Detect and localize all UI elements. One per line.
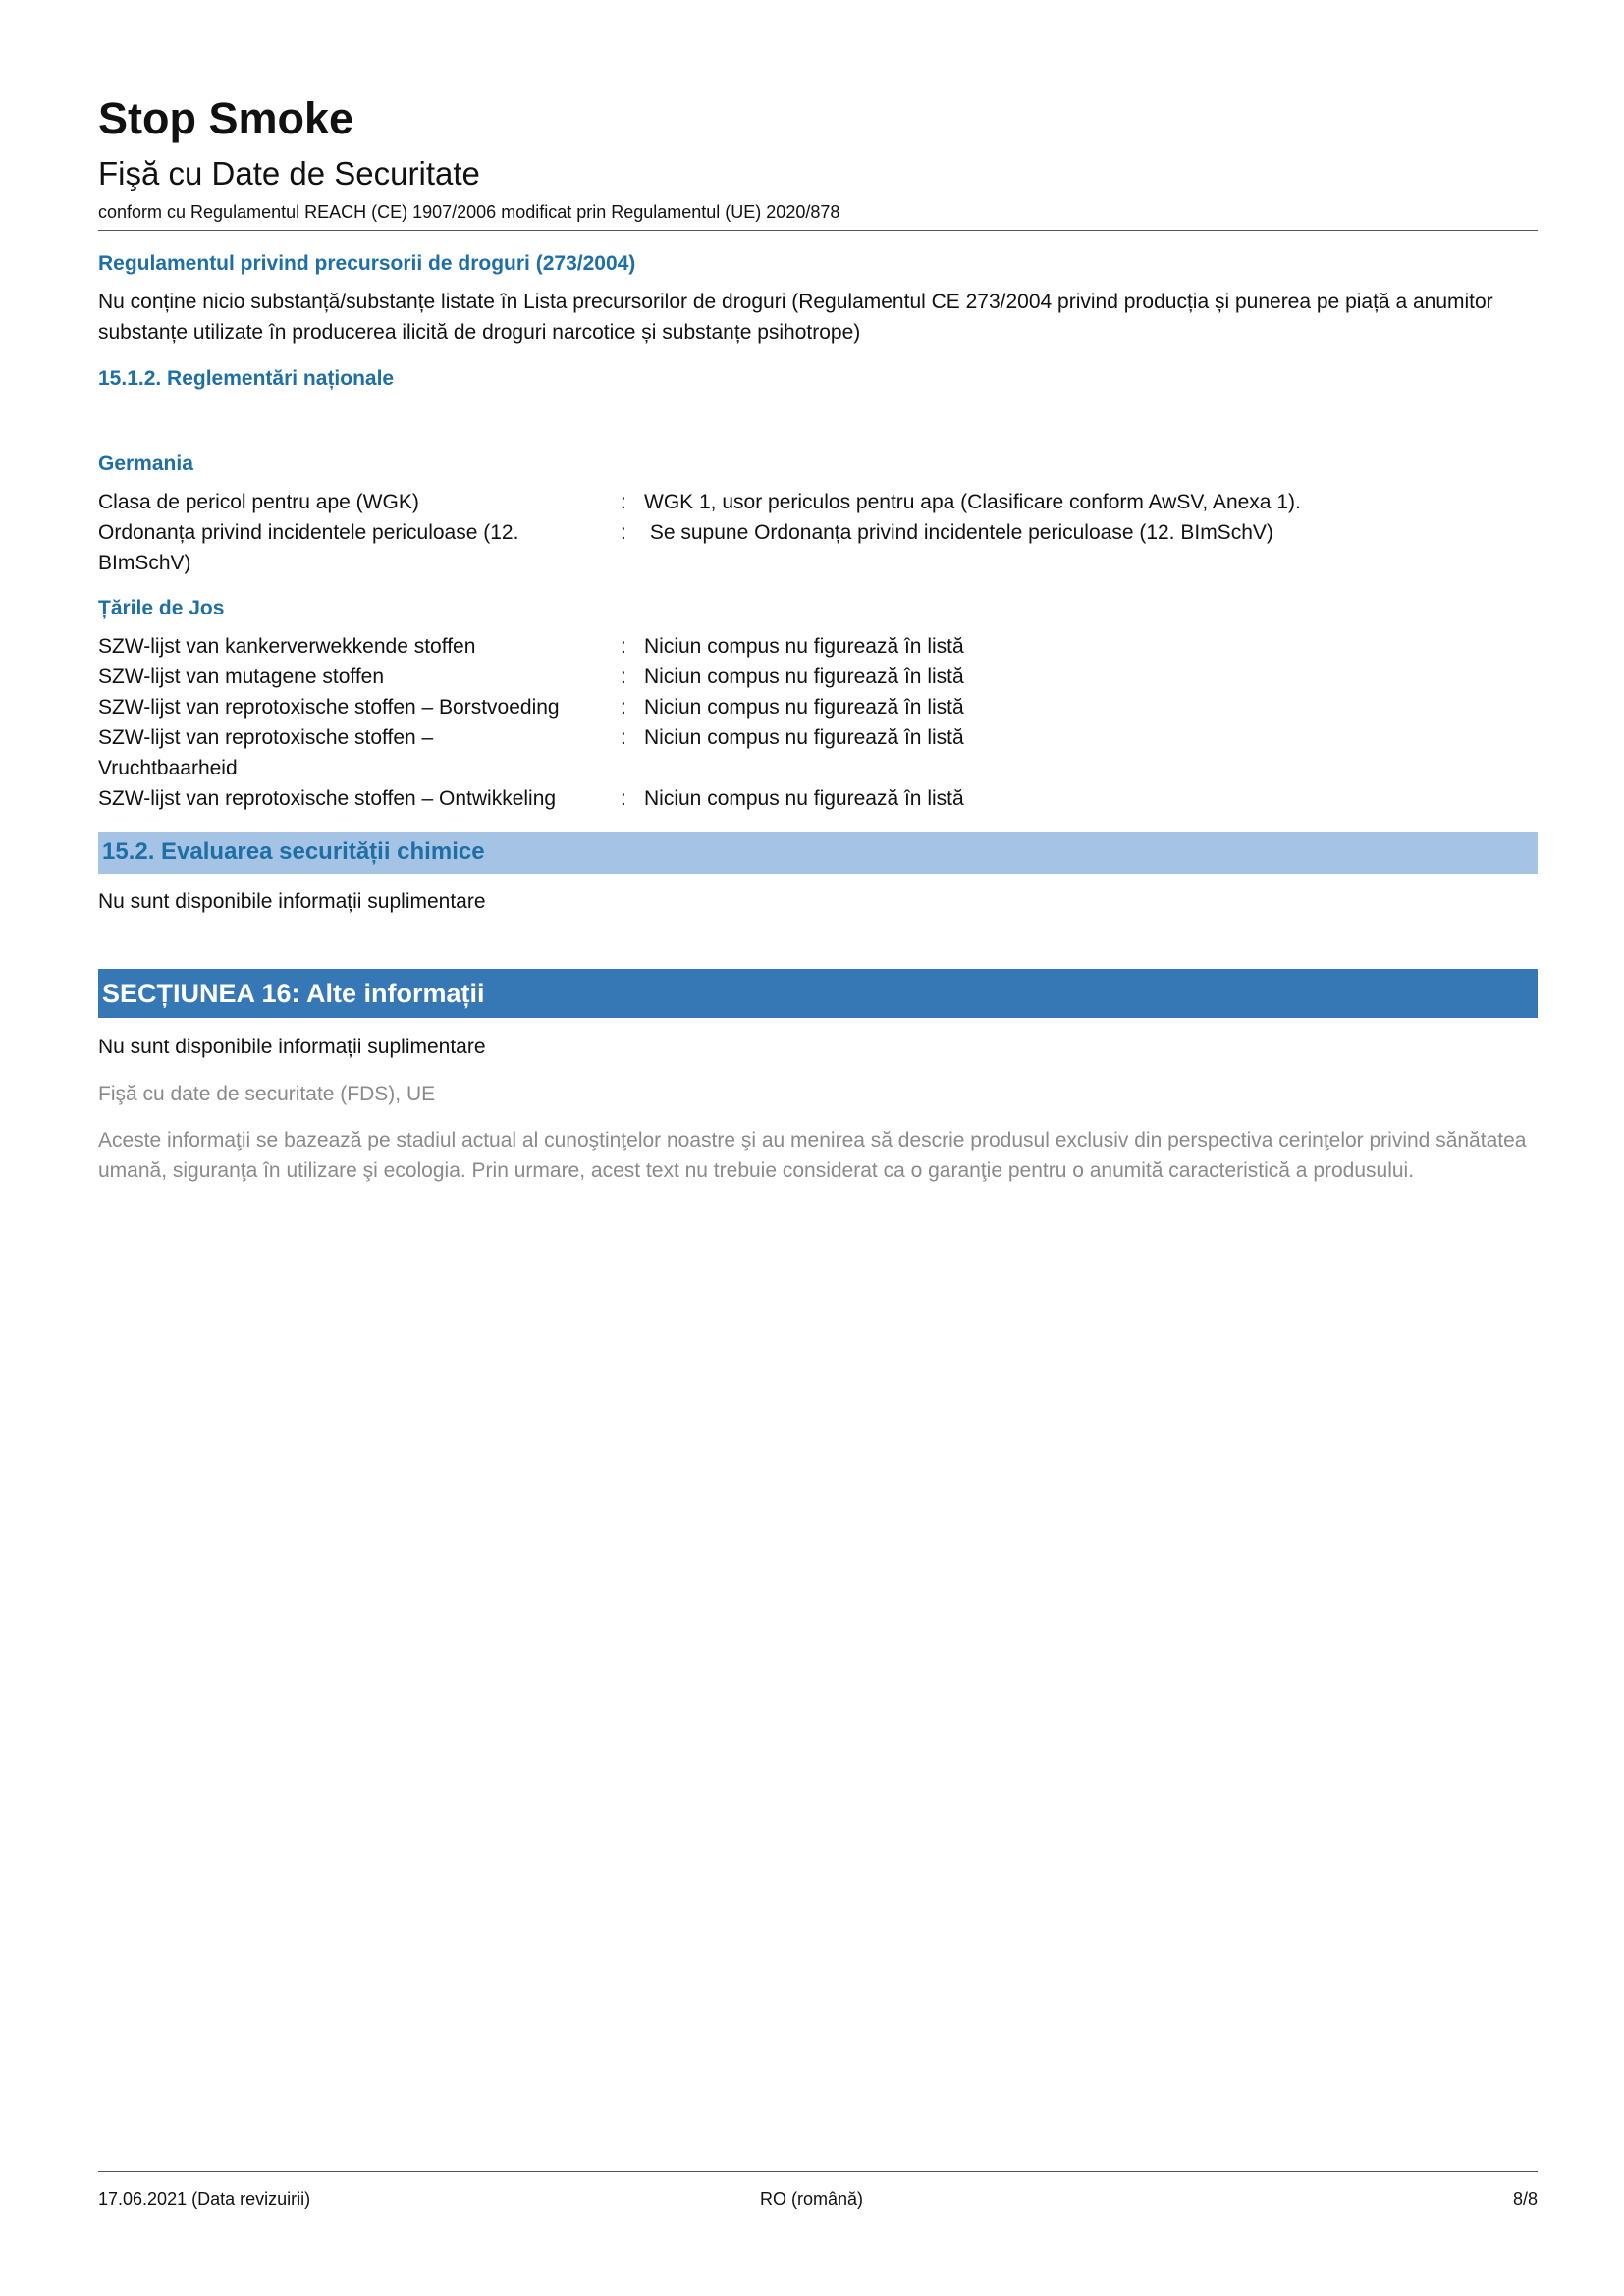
section-15-2-band <box>98 832 1538 874</box>
germany-row <box>98 487 1538 517</box>
row-value: Niciun compus nu figurează în listă <box>644 635 964 658</box>
row-colon: : <box>621 521 626 544</box>
row-value: Se supune Ordonanța privind incidentele periculoase (12. BImSchV) <box>644 521 1273 544</box>
section-15-2-heading: 15.2. Evaluarea securității chimice <box>102 838 485 865</box>
national-regulations-heading: 15.1.2. Reglementări naționale <box>98 367 395 390</box>
netherlands-row <box>98 722 1538 783</box>
row-value: WGK 1, usor periculos pentru apa (Clasificare conform AwSV, Anexa 1). <box>644 491 1301 513</box>
row-value: Niciun compus nu figurează în listă <box>644 696 964 719</box>
row-value: Niciun compus nu figurează în listă <box>644 787 964 810</box>
row-value: Niciun compus nu figurează în listă <box>644 726 964 749</box>
row-label: Ordonanța privind incidentele periculoase (12. BImSchV) <box>98 521 519 574</box>
netherlands-row <box>98 631 1538 662</box>
header-divider <box>98 230 1538 231</box>
row-label: SZW-lijst van mutagene stoffen <box>98 666 385 688</box>
document-page <box>98 0 1538 2296</box>
row-label: SZW-lijst van reprotoxische stoffen – Borstvoeding <box>98 696 560 719</box>
row-colon: : <box>621 726 626 749</box>
regulation-reference: conform cu Regulamentul REACH (CE) 1907/2006 modificat prin Regulamentul (UE) 2020/878 <box>98 202 840 222</box>
row-label: SZW-lijst van kankerverwekkende stoffen <box>98 635 476 658</box>
drug-precursors-heading: Regulamentul privind precursorii de droguri (273/2004) <box>98 252 636 275</box>
germany-heading: Germania <box>98 453 193 475</box>
section-16-heading: SECȚIUNEA 16: Alte informații <box>102 979 485 1008</box>
row-label: Clasa de pericol pentru ape (WGK) <box>98 491 419 513</box>
netherlands-row <box>98 662 1538 692</box>
document-type: Fişă cu Date de Securitate <box>98 155 480 191</box>
section-16-band <box>98 969 1538 1018</box>
netherlands-heading: Țările de Jos <box>98 597 225 619</box>
row-colon: : <box>621 491 626 513</box>
disclaimer-text: Aceste informaţii se bazează pe stadiul actual al cunoştinţelor noastre şi au menirea să descrie produsul exclusiv din perspectiva cerinţelor privind sănătatea umană, siguranţa în utilizare şi ecologia. Prin urmare, acest text nu trebuie considerat ca o garanţie pentru o anumită caracteristică a produsului. <box>98 1129 1527 1182</box>
section-16-text: Nu sunt disponibile informații suplimentare <box>98 1036 486 1058</box>
drug-precursors-text: Nu conține nicio substanță/substanțe listate în Lista precursorilor de droguri (Regulamentul CE 273/2004 privind producția și punerea pe piață a anumitor substanțe utilizate în producerea ilicită de droguri narcotice și substanțe psihotrope) <box>98 291 1493 344</box>
row-colon: : <box>621 635 626 658</box>
row-value: Niciun compus nu figurează în listă <box>644 666 964 688</box>
footer-page-number: 8/8 <box>1512 2189 1538 2209</box>
netherlands-row <box>98 783 1538 814</box>
sds-note: Fişă cu date de securitate (FDS), UE <box>98 1083 436 1105</box>
row-label: SZW-lijst van reprotoxische stoffen – Ontwikkeling <box>98 787 557 810</box>
product-name: Stop Smoke <box>98 93 354 143</box>
chemical-safety-text: Nu sunt disponibile informații suplimentare <box>98 890 486 913</box>
germany-row <box>98 517 1538 578</box>
netherlands-row <box>98 692 1538 722</box>
row-colon: : <box>621 696 626 719</box>
footer-revision-date: 17.06.2021 (Data revizuirii) <box>98 2189 311 2209</box>
row-label: SZW-lijst van reprotoxische stoffen – Vruchtbaarheid <box>98 726 434 779</box>
footer-language: RO (română) <box>760 2189 864 2209</box>
footer-divider <box>98 2171 1538 2172</box>
row-colon: : <box>621 787 626 810</box>
row-colon: : <box>621 666 626 688</box>
